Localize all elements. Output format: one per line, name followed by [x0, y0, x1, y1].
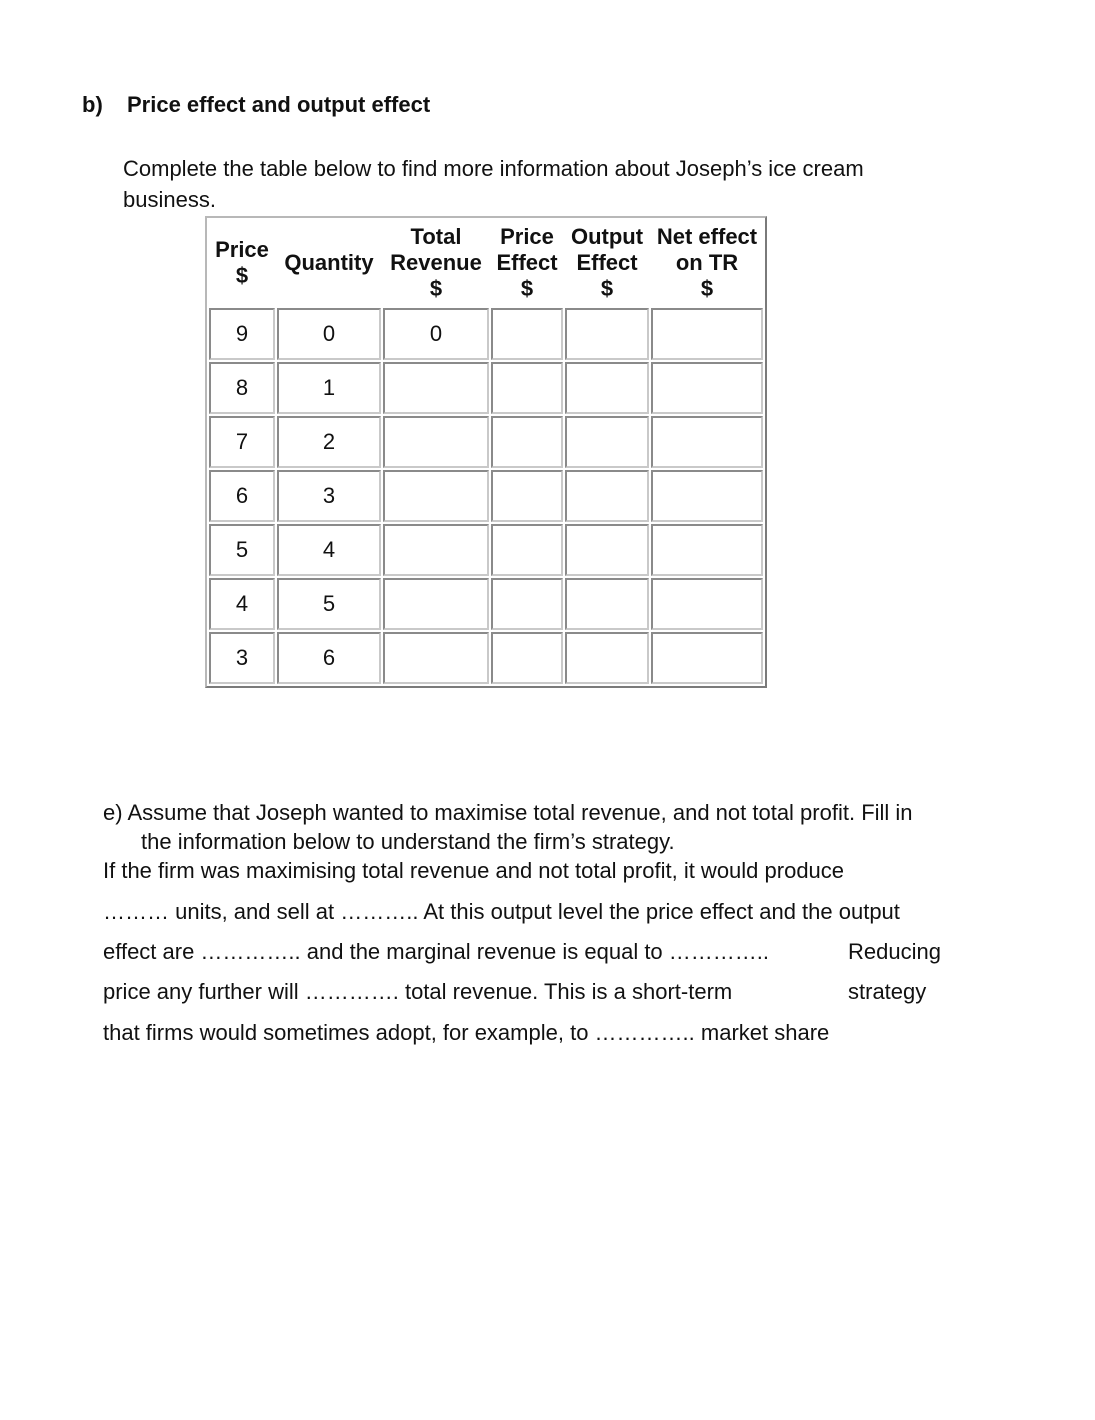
cell-output-effect[interactable] [565, 308, 649, 360]
section-b-heading [82, 92, 430, 118]
cell-quantity: 5 [277, 578, 381, 630]
section-e-line-7: that firms would sometimes adopt, for example, to ………….. market share [103, 1020, 830, 1045]
table-row [209, 470, 763, 522]
cell-output-effect[interactable] [565, 416, 649, 468]
header-price [209, 220, 275, 306]
cell-total-revenue[interactable] [383, 470, 489, 522]
cell-price-effect[interactable] [491, 524, 563, 576]
header-net-effect [651, 220, 763, 306]
header-quantity [277, 220, 381, 306]
header-tr-line2: Revenue [390, 250, 482, 275]
intro-text: Complete the table below to find more information about Joseph’s ice cream business. [123, 156, 864, 212]
header-total-revenue [383, 220, 489, 306]
header-net-line1: Net effect [656, 224, 758, 249]
section-e-line-3: If the firm was maximising total revenue and not total profit, it would produce [103, 858, 845, 883]
header-price-effect [491, 220, 563, 306]
cell-quantity: 1 [277, 362, 381, 414]
cell-quantity: 6 [277, 632, 381, 684]
cell-price: 3 [209, 632, 275, 684]
table-row [209, 524, 763, 576]
header-oe-line1: Output [570, 224, 644, 249]
cell-price: 8 [209, 362, 275, 414]
header-tr-unit: $ [429, 276, 443, 301]
cell-net-effect[interactable] [651, 362, 763, 414]
section-e-line-1: e) Assume that Joseph wanted to maximise total revenue, and not total profit. Fill in [103, 800, 913, 825]
cell-total-revenue[interactable]: 0 [383, 308, 489, 360]
cell-price: 7 [209, 416, 275, 468]
header-quantity-label: Quantity [284, 250, 374, 275]
cell-output-effect[interactable] [565, 578, 649, 630]
section-e-line-6-right: strategy [848, 979, 927, 1004]
table-row [209, 362, 763, 414]
table-row [209, 632, 763, 684]
cell-output-effect[interactable] [565, 632, 649, 684]
cell-quantity: 3 [277, 470, 381, 522]
table-header-row [209, 220, 763, 306]
cell-total-revenue[interactable] [383, 524, 489, 576]
revenue-table [207, 218, 765, 686]
header-oe-line2: Effect [576, 250, 638, 275]
cell-price: 6 [209, 470, 275, 522]
section-b-title: Price effect and output effect [127, 92, 431, 117]
table-row [209, 578, 763, 630]
cell-quantity: 0 [277, 308, 381, 360]
cell-net-effect[interactable] [651, 308, 763, 360]
cell-price-effect[interactable] [491, 632, 563, 684]
cell-output-effect[interactable] [565, 524, 649, 576]
cell-quantity: 4 [277, 524, 381, 576]
header-oe-unit: $ [600, 276, 614, 301]
cell-price: 4 [209, 578, 275, 630]
cell-total-revenue[interactable] [383, 416, 489, 468]
cell-price-effect[interactable] [491, 416, 563, 468]
cell-total-revenue[interactable] [383, 632, 489, 684]
cell-output-effect[interactable] [565, 362, 649, 414]
header-net-line2: on TR [675, 250, 739, 275]
cell-price-effect[interactable] [491, 362, 563, 414]
revenue-table-frame [205, 216, 767, 688]
cell-quantity: 2 [277, 416, 381, 468]
table-row [209, 308, 763, 360]
cell-price-effect[interactable] [491, 578, 563, 630]
header-price-label: Price [215, 237, 269, 262]
header-pe-unit: $ [520, 276, 534, 301]
cell-net-effect[interactable] [651, 416, 763, 468]
cell-price: 9 [209, 308, 275, 360]
section-e-line-6: price any further will …………. total revenue. This is a short-term [103, 979, 733, 1004]
header-price-unit: $ [235, 263, 249, 288]
cell-net-effect[interactable] [651, 632, 763, 684]
header-tr-line1: Total [410, 224, 462, 249]
table-row [209, 416, 763, 468]
cell-net-effect[interactable] [651, 578, 763, 630]
cell-price-effect[interactable] [491, 308, 563, 360]
cell-total-revenue[interactable] [383, 578, 489, 630]
header-net-unit: $ [700, 276, 714, 301]
section-e-line-4: ……… units, and sell at ……….. At this output level the price effect and the output [103, 899, 900, 924]
cell-total-revenue[interactable] [383, 362, 489, 414]
section-e-line-2: the information below to understand the firm’s strategy. [141, 829, 675, 854]
header-pe-line2: Effect [496, 250, 558, 275]
cell-output-effect[interactable] [565, 470, 649, 522]
cell-net-effect[interactable] [651, 524, 763, 576]
header-output-effect [565, 220, 649, 306]
section-b-letter: b) [82, 92, 103, 117]
section-e-line-5-right: Reducing [848, 939, 941, 964]
section-e-line-5: effect are ………….. and the marginal revenue is equal to ………….. [103, 939, 770, 964]
cell-price: 5 [209, 524, 275, 576]
cell-price-effect[interactable] [491, 470, 563, 522]
header-pe-line1: Price [500, 224, 554, 249]
cell-net-effect[interactable] [651, 470, 763, 522]
